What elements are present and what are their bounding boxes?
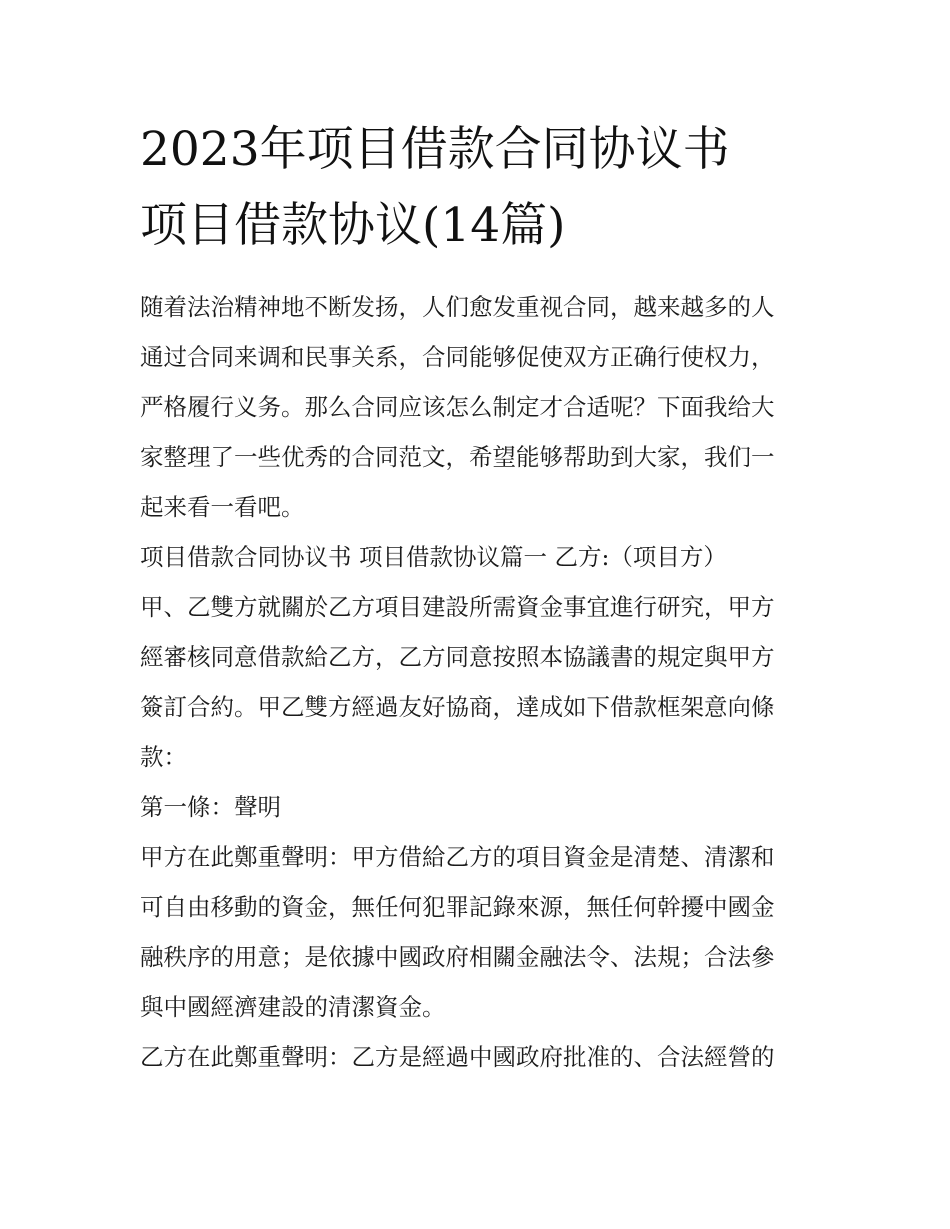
text-line: 甲方在此鄭重聲明：甲方借給乙方的項目資金是清楚、清潔和 xyxy=(140,843,775,871)
article-heading xyxy=(140,782,816,832)
text-line: 起来看一看吧。 xyxy=(140,493,305,521)
document-title xyxy=(140,112,820,264)
title-line-2: 项目借款协议(14篇) xyxy=(140,198,566,253)
text-line: 甲、乙雙方就關於乙方項目建設所需資金事宜進行研究，甲方 xyxy=(140,593,775,621)
text-line: 项目借款合同协议书 项目借款协议篇一 乙方:（项目方） xyxy=(140,543,727,571)
intro-paragraph xyxy=(140,282,816,532)
document-body xyxy=(140,282,816,1082)
party-a-declaration-paragraph xyxy=(140,832,816,1032)
text-line: 随着法治精神地不断发扬，人们愈发重视合同，越来越多的人 xyxy=(140,293,775,321)
text-line: 严格履行义务。那么合同应该怎么制定才合适呢？下面我给大 xyxy=(140,393,775,421)
section-heading-paragraph xyxy=(140,532,816,582)
title-line-1: 2023年项目借款合同协议书 xyxy=(140,122,730,177)
text-line: 乙方在此鄭重聲明：乙方是經過中國政府批准的、合法經營的 xyxy=(140,1043,775,1071)
text-line: 可自由移動的資金，無任何犯罪記錄來源，無任何幹擾中國金 xyxy=(140,893,775,921)
agreement-preamble-paragraph xyxy=(140,582,816,782)
text-line: 通过合同来调和民事关系，合同能够促使双方正确行使权力， xyxy=(140,343,775,371)
text-line: 融秩序的用意；是依據中國政府相關金融法令、法規；合法參 xyxy=(140,943,775,971)
text-line: 簽訂合約。甲乙雙方經過友好協商，達成如下借款框架意向條 xyxy=(140,693,775,721)
text-line: 第一條：聲明 xyxy=(140,793,281,821)
party-b-declaration-paragraph xyxy=(140,1032,816,1082)
text-line: 與中國經濟建設的清潔資金。 xyxy=(140,993,446,1021)
text-line: 款： xyxy=(140,743,187,771)
text-line: 家整理了一些优秀的合同范文，希望能够帮助到大家，我们一 xyxy=(140,443,775,471)
text-line: 經審核同意借款給乙方，乙方同意按照本協議書的規定與甲方 xyxy=(140,643,775,671)
